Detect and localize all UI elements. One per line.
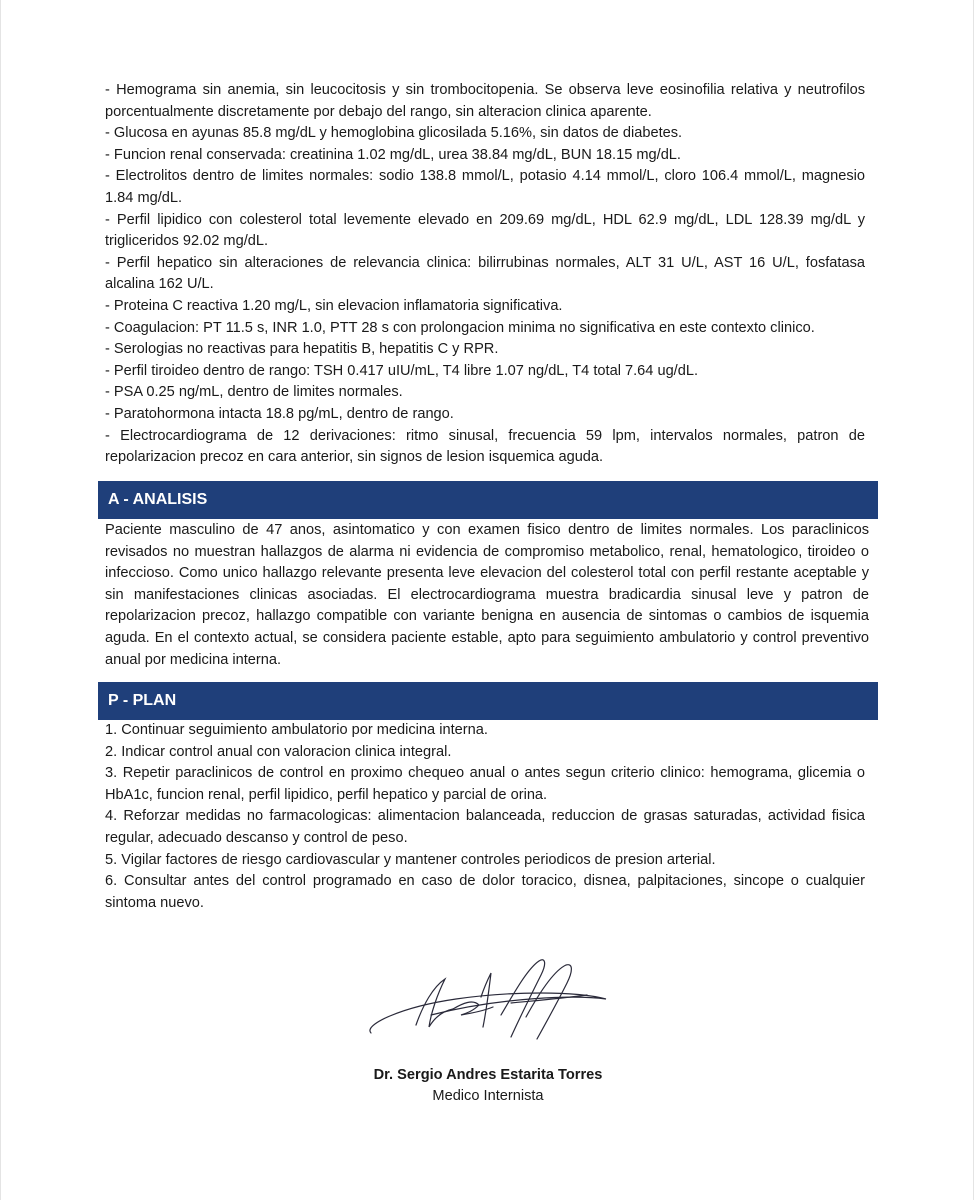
signer-role: Medico Internista xyxy=(432,1088,544,1104)
finding-coagulacion: - Coagulacion: PT 11.5 s, INR 1.0, PTT 28 s con prolongacion minima no significativa en este contexto clinico. xyxy=(105,319,815,336)
finding-electrocardiograma: - Electrocardiograma de 12 derivaciones: ritmo sinusal, frecuencia 59 lpm, intervalos normales, patron de repolarizacion precoz en cara anterior, sin signos de lesion isquemica aguda. xyxy=(105,427,865,466)
plan-item: 5. Vigilar factores de riesgo cardiovascular y mantener controles periodicos de presion arterial. xyxy=(105,851,716,868)
finding-perfil-hepatico: - Perfil hepatico sin alteraciones de relevancia clinica: bilirrubinas normales, ALT 31 U/L, AST 16 U/L, fosfatasa alcalina 162 U/L. xyxy=(105,254,865,293)
plan-item: 4. Reforzar medidas no farmacologicas: alimentacion balanceada, reduccion de grasas saturadas, actividad fisica regular, adecuado descanso y control de peso. xyxy=(105,808,865,846)
finding-paratohormona: - Paratohormona intacta 18.8 pg/mL, dentro de rango. xyxy=(105,405,454,422)
finding-proteina-c: - Proteina C reactiva 1.20 mg/L, sin elevacion inflamatoria significativa. xyxy=(105,297,563,314)
signer-name: Dr. Sergio Andres Estarita Torres xyxy=(373,1067,603,1083)
finding-perfil-tiroideo: - Perfil tiroideo dentro de rango: TSH 0.417 uIU/mL, T4 libre 1.07 ng/dL, T4 total 7.64 ug/dL. xyxy=(105,362,699,379)
finding-hemograma: - Hemograma sin anemia, sin leucocitosis y sin trombocitopenia. Se observa leve eosinofilia relativa y neutrofilos porcentualmente discretamente por debajo del rango, sin alteracion clinica aparente. xyxy=(105,82,865,120)
finding-electrolitos: - Electrolitos dentro de limites normales: sodio 138.8 mmol/L, potasio 4.14 mmol/L, cloro 106.4 mmol/L, magnesio 1.84 mg/dL. xyxy=(105,168,865,206)
signature-image xyxy=(361,955,611,1045)
finding-glucosa: - Glucosa en ayunas 85.8 mg/dL y hemoglobina glicosilada 5.16%, sin datos de diabetes. xyxy=(105,125,683,142)
plan-list xyxy=(105,720,865,914)
analysis-text: Paciente masculino de 47 anos, asintomatico y con examen fisico dentro de limites normales. Los paraclinicos revisados no muestran hallazgos de alarma ni evidencia de compromiso metabolico, renal, hematologico, tiroideo o infeccioso. Como unico hallazgo relevante presenta leve elevacion del colesterol total con perfil restante aceptable y sin manifestaciones clinicas asociadas. El electrocardiograma muestra bradicardia sinusal leve y patron de repolarizacion precoz, hallazgo compatible con variante benigna en ausencia de sintomas o cambios de isquemia aguda. En el contexto actual, se considera paciente estable, apto para seguimiento ambulatorio y control preventivo anual por medicina interna. xyxy=(105,522,869,668)
finding-perfil-lipidico: - Perfil lipidico con colesterol total levemente elevado en 209.69 mg/dL, HDL 62.9 mg/dL, LDL 128.39 mg/dL y trigliceridos 92.02 mg/dL. xyxy=(105,211,865,250)
plan-heading: P - PLAN xyxy=(98,682,878,720)
finding-funcion-renal: - Funcion renal conservada: creatinina 1.02 mg/dL, urea 38.84 mg/dL, BUN 18.15 mg/dL. xyxy=(105,146,681,163)
plan-item: 1. Continuar seguimiento ambulatorio por medicina interna. xyxy=(105,722,488,738)
plan-item: 2. Indicar control anual con valoracion clinica integral. xyxy=(105,743,452,760)
plan-item: 3. Repetir paraclinicos de control en proximo chequeo anual o antes segun criterio clinico: hemograma, glicemia o HbA1c, funcion renal, perfil lipidico, perfil hepatico y parcial de orina. xyxy=(105,765,865,803)
finding-serologias: - Serologias no reactivas para hepatitis B, hepatitis C y RPR. xyxy=(105,341,499,358)
finding-psa: - PSA 0.25 ng/mL, dentro de limites normales. xyxy=(105,384,403,401)
findings-list xyxy=(105,80,865,469)
analysis-heading: A - ANALISIS xyxy=(98,481,878,519)
plan-item: 6. Consultar antes del control programado en caso de dolor toracico, disnea, palpitaciones, sincope o cualquier sintoma nuevo. xyxy=(105,873,865,911)
